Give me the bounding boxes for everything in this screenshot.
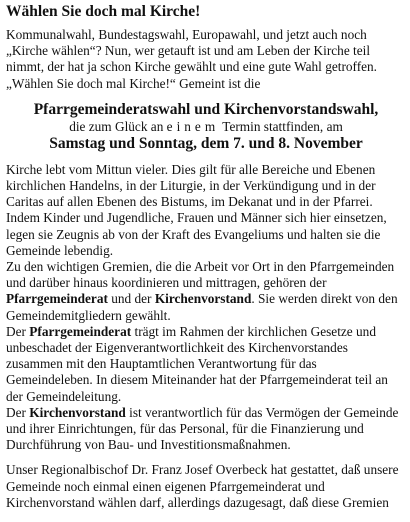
subline-after: Termin stattfinden, am xyxy=(219,118,343,134)
text-run: trägt im Rahmen der kirchlichen Gesetze und unbeschadet der Eigenverantwortlichkeit des Kirchenvorstandes zusammen mit den Hauptamtlichen Verantwortung für das Gemeindeleben. In diesem Miteinander hat der Pfarrgemeinderat teil an der Gemeindeleitung. xyxy=(6,323,388,404)
election-subline xyxy=(6,119,406,135)
paragraph-pfarrgemeinderat xyxy=(6,324,406,405)
subline-before: die zum Glück an xyxy=(69,118,167,134)
text-run: ist verantwortlich für das Vermögen der Gemeinde und ihrer Einrichtungen, für das Personal, für die Finanzierung und Durchführung von Bau- und Investitionsmaßnahmen. xyxy=(6,404,399,453)
election-announcement xyxy=(6,101,406,153)
term-kirchenvorstand: Kirchenvorstand xyxy=(154,291,252,307)
paragraph-kirchenvorstand xyxy=(6,405,406,454)
term-pfarrgemeinderat: Pfarrgemeinderat xyxy=(29,323,132,339)
subline-emphasis: einem xyxy=(166,118,220,134)
election-title: Pfarrgemeinderatswahl und Kirchenvorstandswahl, xyxy=(33,100,379,118)
text-run: und der xyxy=(107,291,155,307)
paragraph-gremien xyxy=(6,259,406,324)
text-run: . Sie werden direkt von den Gemeindemitgliedern gewählt. xyxy=(6,291,398,323)
text-run: Der xyxy=(6,323,30,339)
term-kirchenvorstand: Kirchenvorstand xyxy=(29,404,126,420)
headline: Wählen Sie doch mal Kirche! xyxy=(6,3,201,20)
text-run: Der xyxy=(6,404,30,420)
election-date: Samstag und Sonntag, dem 7. und 8. November xyxy=(49,134,363,152)
term-pfarrgemeinderat: Pfarrgemeinderat xyxy=(6,291,108,307)
paragraph-gap xyxy=(6,453,406,462)
intro-paragraph: Kommunalwahl, Bundestagswahl, Europawahl, und jetzt auch noch „Kirche wählen“? Nun, wer getauft ist und am Leben der Kirche teil nimmt, der hat ja schon Kirche gewählt und eine gute Wahl getroffen. „Wählen Sie doch mal Kirche!“ Gemeint ist die xyxy=(6,27,378,91)
paragraph-mittun: Kirche lebt vom Mittun vieler. Dies gilt für alle Bereiche und Ebenen kirchlichen Handelns, in der Liturgie, in der Verkündigung und in der Caritas auf allen Ebenen des Bistums, im Dekanat und in der Pfarrei. Indem Kinder und Jugendliche, Frauen und Männer sich hier einsetzen, legen sie Zeugnis ab von der Kraft des Evangeliums und halten sie die Gemeinde lebendig. xyxy=(6,161,387,258)
document-page xyxy=(6,3,406,511)
text-run: Zu den wichtigen Gremien, die die Arbeit vor Ort in den Pfarrgemeinden und darüber hinaus koordinieren und mittragen, gehören der xyxy=(6,259,395,291)
paragraph-regionalbischof: Unser Regionalbischof Dr. Franz Josef Overbeck hat gestattet, daß unsere Gemeinde noch einmal einen eigenen Pfarrgemeinderat und Kirchenvorstand wählen darf, allerdings dazugesagt, daß diese Gremien xyxy=(6,462,399,510)
